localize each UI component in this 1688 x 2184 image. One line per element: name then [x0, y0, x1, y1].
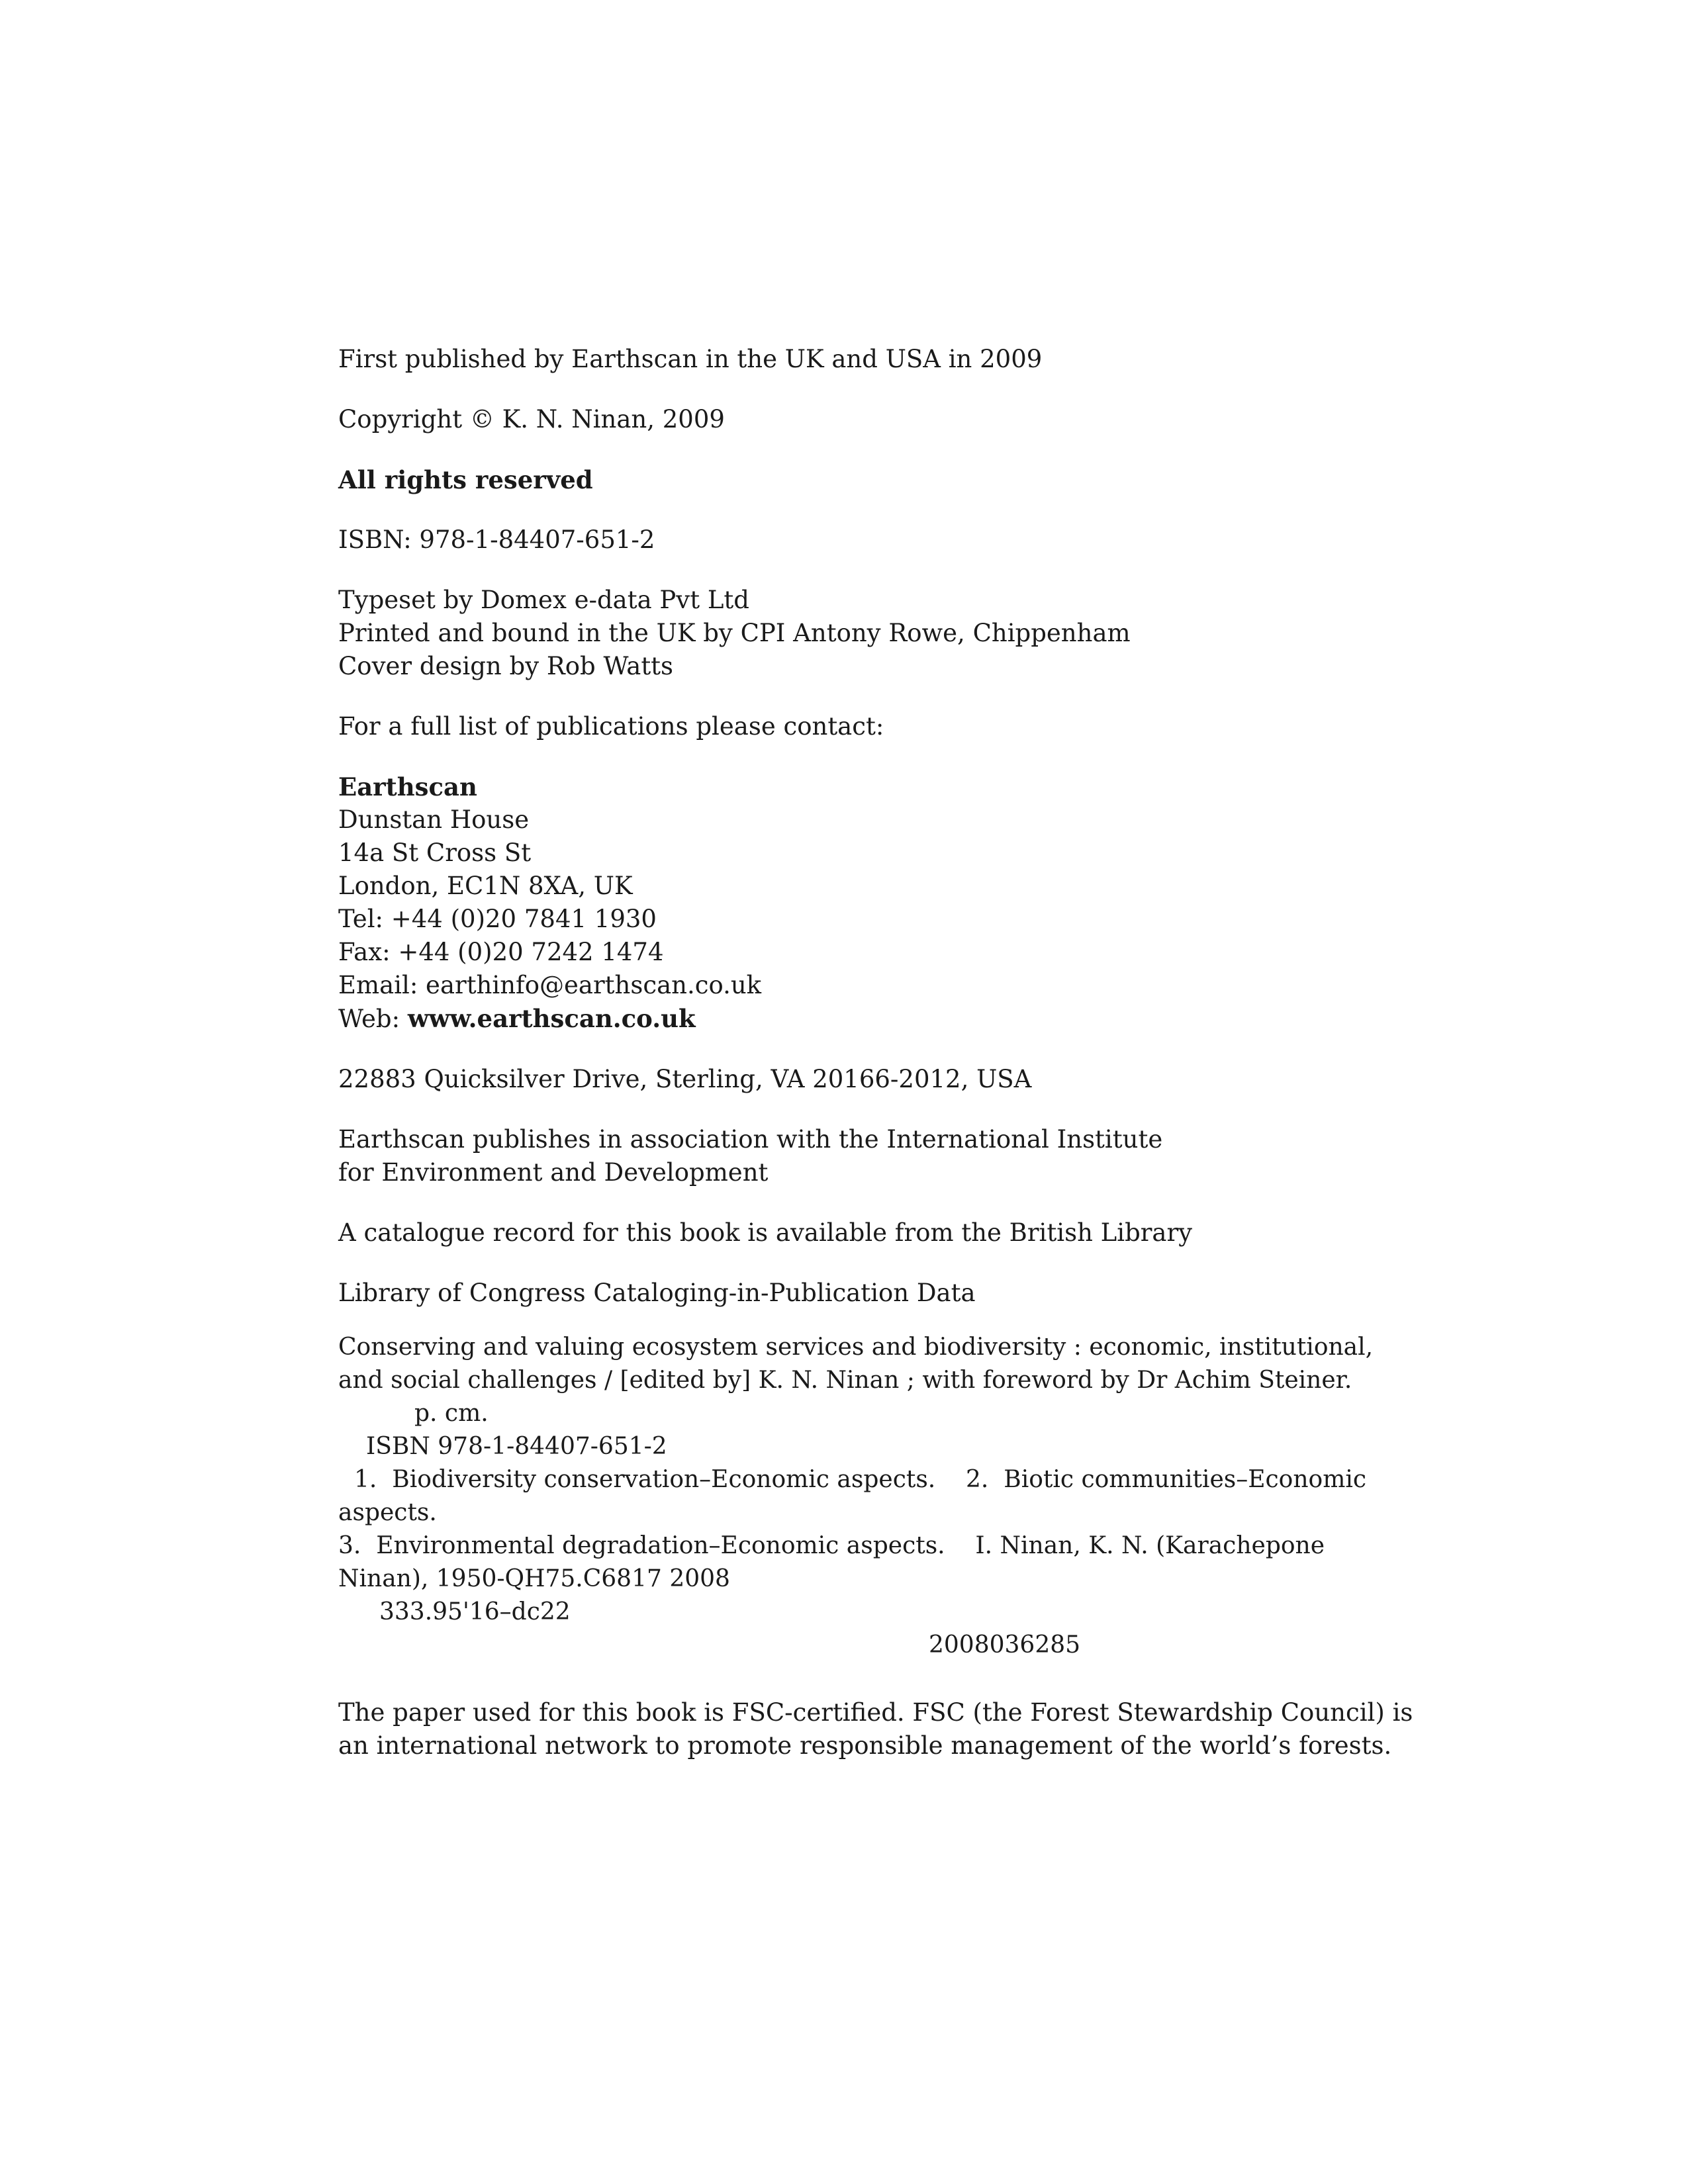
contact-intro: For a full list of publications please contact:: [338, 712, 884, 741]
catalogue-note: A catalogue record for this book is available from the British Library: [338, 1218, 1193, 1247]
isbn-line: ISBN: 978-1-84407-651-2: [338, 525, 655, 554]
production-credits: [338, 584, 1331, 683]
loc-line-4: ISBN 978-1-84407-651-2: [366, 1433, 667, 1460]
fsc-line-1: The paper used for this book is FSC-certified. FSC (the Forest Stewardship Council) is: [338, 1698, 1413, 1727]
loc-line-9: 333.95'16–dc22: [379, 1598, 571, 1625]
fsc-note: [338, 1696, 1413, 1762]
loc-line-5: 1. Biodiversity conservation–Economic aspects. 2. Biotic communities–Economic: [354, 1466, 1367, 1493]
us-address: 22883 Quicksilver Drive, Sterling, VA 20166-2012, USA: [338, 1065, 1032, 1093]
address-line-1: Dunstan House: [338, 805, 530, 834]
loc-record: [338, 1331, 1374, 1662]
publisher-address: [338, 770, 1331, 1036]
email: Email: earthinfo@earthscan.co.uk: [338, 971, 762, 999]
copyright-line: Copyright © K. N. Ninan, 2009: [338, 405, 725, 433]
web-line: [338, 1002, 1331, 1036]
cover-credit: Cover design by Rob Watts: [338, 652, 674, 680]
fax: Fax: +44 (0)20 7242 1474: [338, 938, 664, 966]
telephone: Tel: +44 (0)20 7841 1930: [338, 905, 657, 933]
address-line-2: 14a St Cross St: [338, 839, 532, 867]
fsc-line-2: an international network to promote responsible management of the world’s forests.: [338, 1731, 1392, 1760]
rights-reserved: All rights reserved: [338, 465, 593, 494]
web-label: Web:: [338, 1005, 408, 1033]
web-url[interactable]: www.earthscan.co.uk: [407, 1004, 696, 1033]
loc-line-7: 3. Environmental degradation–Economic aspects. I. Ninan, K. N. (Karachepone: [338, 1532, 1325, 1559]
loc-line-2: and social challenges / [edited by] K. N. Ninan ; with foreword by Dr Achim Steiner.: [338, 1367, 1352, 1394]
publisher-name: Earthscan: [338, 772, 477, 801]
typeset-credit: Typeset by Domex e-data Pvt Ltd: [338, 586, 749, 614]
association-note: [338, 1123, 1331, 1189]
loc-line-8: Ninan), 1950-QH75.C6817 2008: [338, 1565, 730, 1592]
loc-line-6: aspects.: [338, 1499, 437, 1526]
association-line-2: for Environment and Development: [338, 1158, 769, 1187]
association-line-1: Earthscan publishes in association with the International Institute: [338, 1125, 1163, 1154]
address-line-3: London, EC1N 8XA, UK: [338, 872, 633, 900]
loc-heading: Library of Congress Cataloging-in-Publication Data: [338, 1279, 976, 1307]
printing-credit: Printed and bound in the UK by CPI Antony Rowe, Chippenham: [338, 619, 1131, 647]
loc-line-3: p. cm.: [414, 1400, 489, 1427]
copyright-page: [338, 343, 1413, 1762]
loc-control-number: 2008036285: [929, 1631, 1081, 1659]
first-published: First published by Earthscan in the UK and USA in 2009: [338, 345, 1043, 373]
loc-line-1: Conserving and valuing ecosystem services and biodiversity : economic, institutional,: [338, 1334, 1374, 1361]
